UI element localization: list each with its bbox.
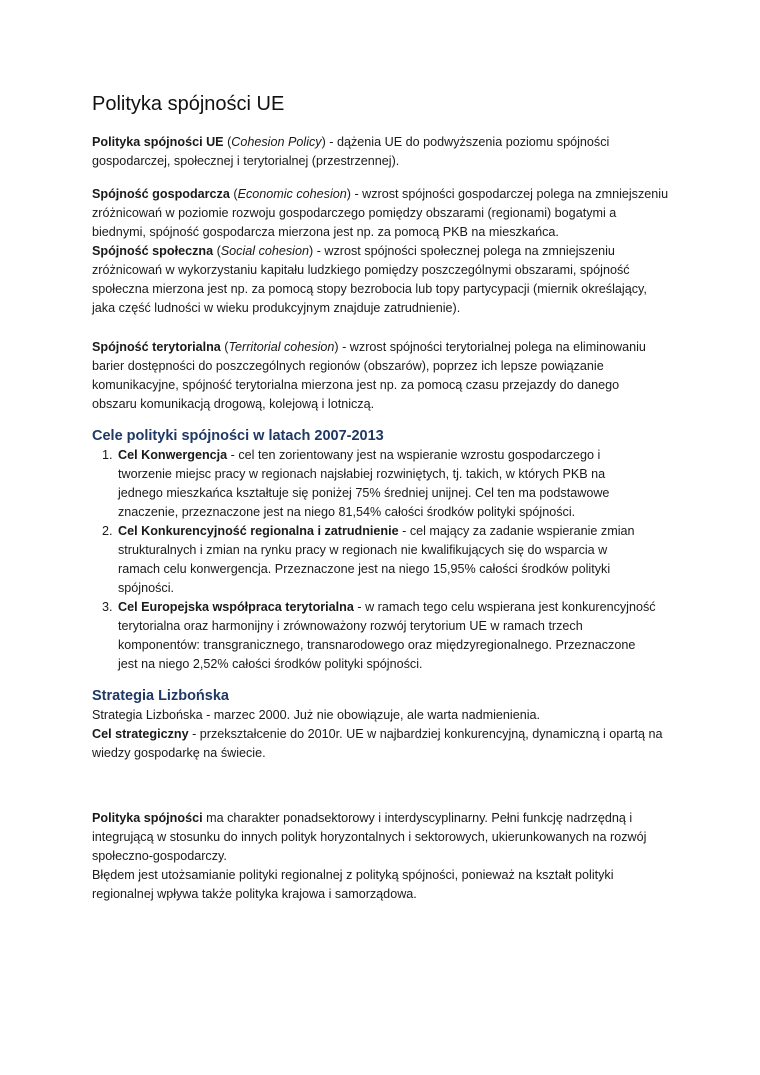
bold-term: Spójność społeczna xyxy=(92,244,214,258)
text-segment: znaczenie, przeznaczone jest na niego 81,54% całości środków polityki spójności. xyxy=(118,505,576,519)
text-segment: regionalnej wpływa także polityka krajowa i samorządowa. xyxy=(92,887,417,901)
text-segment: wiedzy gospodarkę na świecie. xyxy=(92,746,266,760)
text-line xyxy=(92,706,663,725)
text-line xyxy=(118,560,635,579)
english-term: Social cohesion xyxy=(220,244,309,258)
text-segment: komunikacyjne, spójność terytorialna mierzona jest np. za pomocą czasu przejazdy do danego xyxy=(92,378,620,392)
english-term: Economic cohesion xyxy=(237,187,347,201)
bold-term: Polityka spójności UE xyxy=(92,135,224,149)
text-segment: gospodarczej, społecznej i terytorialnej (przestrzennej). xyxy=(92,154,400,168)
text-segment: - cel mający za zadanie wspieranie zmian xyxy=(398,524,635,538)
list-number: 1. xyxy=(102,448,113,462)
list-number: 3. xyxy=(102,600,113,614)
text-segment: społeczno-gospodarczy. xyxy=(92,849,227,863)
text-line xyxy=(118,579,635,598)
text-line xyxy=(92,152,609,171)
bold-term: Spójność terytorialna xyxy=(92,340,221,354)
text-line xyxy=(92,338,646,357)
text-segment: ( xyxy=(213,244,221,258)
text-line xyxy=(118,636,656,655)
list-item-convergence xyxy=(102,446,610,522)
text-line xyxy=(118,522,635,541)
text-segment: zróżnicowań w poziomie rozwoju gospodarczego pomiędzy obszarami (regionami) bogatymi a xyxy=(92,206,617,220)
page-title: Polityka spójności UE xyxy=(92,93,285,115)
text-segment: integrującą w stosunku do innych polityk horyzontalnych i sektorowych, ukierunkowanych na rozwój xyxy=(92,830,647,844)
text-segment: zróżnicowań w wykorzystaniu kapitału ludzkiego pomiędzy poszczególnymi obszarami, spójność xyxy=(92,263,630,277)
text-segment: ramach celu konwergencja. Przeznaczone jest na niego 15,95% całości środków polityki xyxy=(118,562,611,576)
text-segment: ) - wzrost spójności gospodarczej polega na zmniejszeniu xyxy=(346,187,669,201)
text-segment: spójności. xyxy=(118,581,175,595)
text-segment: tworzenie miejsc pracy w regionach najsłabiej rozwiniętych, tj. takich, w których PKB na xyxy=(118,467,606,481)
text-segment: strukturalnych i zmian na rynku pracy w regionach nie kwalifikujących się do wsparcia w xyxy=(118,543,608,557)
text-segment: ) - dążenia UE do podwyższenia poziomu spójności xyxy=(321,135,610,149)
bold-term: Spójność gospodarcza xyxy=(92,187,230,201)
text-segment: - w ramach tego celu wspierana jest konkurencyjność xyxy=(353,600,656,614)
text-line xyxy=(92,847,646,866)
text-segment: ( xyxy=(229,187,238,201)
list-number: 2. xyxy=(102,524,113,538)
bold-term: Polityka spójności xyxy=(92,811,203,825)
text-segment: ( xyxy=(220,340,229,354)
text-segment: ( xyxy=(223,135,232,149)
bold-term: Cel Konkurencyjność regionalna i zatrudnienie xyxy=(118,524,399,538)
text-segment: obszaru komunikacją drogową, kolejową i lotniczą. xyxy=(92,397,375,411)
text-line xyxy=(92,725,663,744)
text-line xyxy=(118,598,656,617)
english-term: Territorial cohesion xyxy=(228,340,335,354)
text-segment: ) - wzrost spójności terytorialnej polega na eliminowaniu xyxy=(334,340,646,354)
text-segment: komponentów: transgranicznego, transnarodowego oraz międzyregionalnego. Przeznaczone xyxy=(118,638,636,652)
text-line xyxy=(92,744,663,763)
text-line xyxy=(92,828,646,847)
economic-cohesion-paragraph xyxy=(92,185,668,242)
text-line xyxy=(92,261,647,280)
text-line xyxy=(92,357,646,376)
text-segment: społeczna mierzona jest np. za pomocą stopy bezrobocia lub topy partycypacji (miernik określający, xyxy=(92,282,647,296)
text-segment: - cel ten zorientowany jest na wspieranie wzrostu gospodarczego i xyxy=(227,448,601,462)
list-item-competitiveness xyxy=(102,522,635,598)
text-line xyxy=(92,223,668,242)
lisbon-paragraph xyxy=(92,706,663,763)
text-line xyxy=(118,446,609,465)
text-segment: jaka część ludności w wieku produkcyjnym znajduje zatrudnienie). xyxy=(92,301,461,315)
text-line xyxy=(118,655,656,674)
bold-term: Cel Europejska współpraca terytorialna xyxy=(118,600,354,614)
text-segment: biednymi, spójność gospodarcza mierzona jest np. za pomocą PKB na mieszkańca. xyxy=(92,225,559,239)
text-line xyxy=(118,617,656,636)
summary-paragraph xyxy=(92,809,646,904)
section-heading-lisbon: Strategia Lizbońska xyxy=(92,688,229,704)
text-line xyxy=(92,242,647,261)
text-line xyxy=(118,541,635,560)
text-segment: barier dostępności do poszczególnych regionów (obszarów), poprzez ich lepsze powiązanie xyxy=(92,359,604,373)
text-line xyxy=(92,204,668,223)
text-line xyxy=(92,299,647,318)
text-line xyxy=(92,376,646,395)
text-line xyxy=(92,395,646,414)
intro-paragraph xyxy=(92,133,609,171)
text-line xyxy=(92,133,609,152)
text-line xyxy=(92,185,668,204)
bold-term: Cel Konwergencja xyxy=(118,448,228,462)
text-line xyxy=(92,885,646,904)
text-line xyxy=(118,503,609,522)
text-segment: ma charakter ponadsektorowy i interdyscyplinarny. Pełni funkcję nadrzędną i xyxy=(202,811,633,825)
text-segment: Strategia Lizbońska - marzec 2000. Już nie obowiązuje, ale warta nadmienienia. xyxy=(92,708,541,722)
section-heading-goals: Cele polityki spójności w latach 2007-2013 xyxy=(92,428,384,444)
list-item-territorial-cooperation xyxy=(102,598,656,674)
english-term: Cohesion Policy xyxy=(231,135,322,149)
text-segment: terytorialna oraz harmonijny i zrównoważony rozwój terytorium UE w ramach trzech xyxy=(118,619,583,633)
social-cohesion-paragraph xyxy=(92,242,647,318)
text-line xyxy=(92,809,646,828)
text-line xyxy=(118,484,609,503)
text-line xyxy=(118,465,609,484)
text-segment: ) - wzrost spójności społecznej polega na zmniejszeniu xyxy=(309,244,615,258)
text-segment: jest na niego 2,52% całości środków polityki spójności. xyxy=(118,657,423,671)
territorial-cohesion-paragraph xyxy=(92,338,646,414)
bold-term: Cel strategiczny xyxy=(92,727,189,741)
text-segment: Błędem jest utożsamianie polityki regionalnej z polityką spójności, ponieważ na kształt polityki xyxy=(92,868,614,882)
text-line xyxy=(92,280,647,299)
text-segment: - przekształcenie do 2010r. UE w najbardziej konkurencyjną, dynamiczną i opartą na xyxy=(188,727,663,741)
text-line xyxy=(92,866,646,885)
text-segment: jednego mieszkańca kształtuje się poniżej 75% średniej unijnej. Cel ten ma podstawowe xyxy=(118,486,610,500)
